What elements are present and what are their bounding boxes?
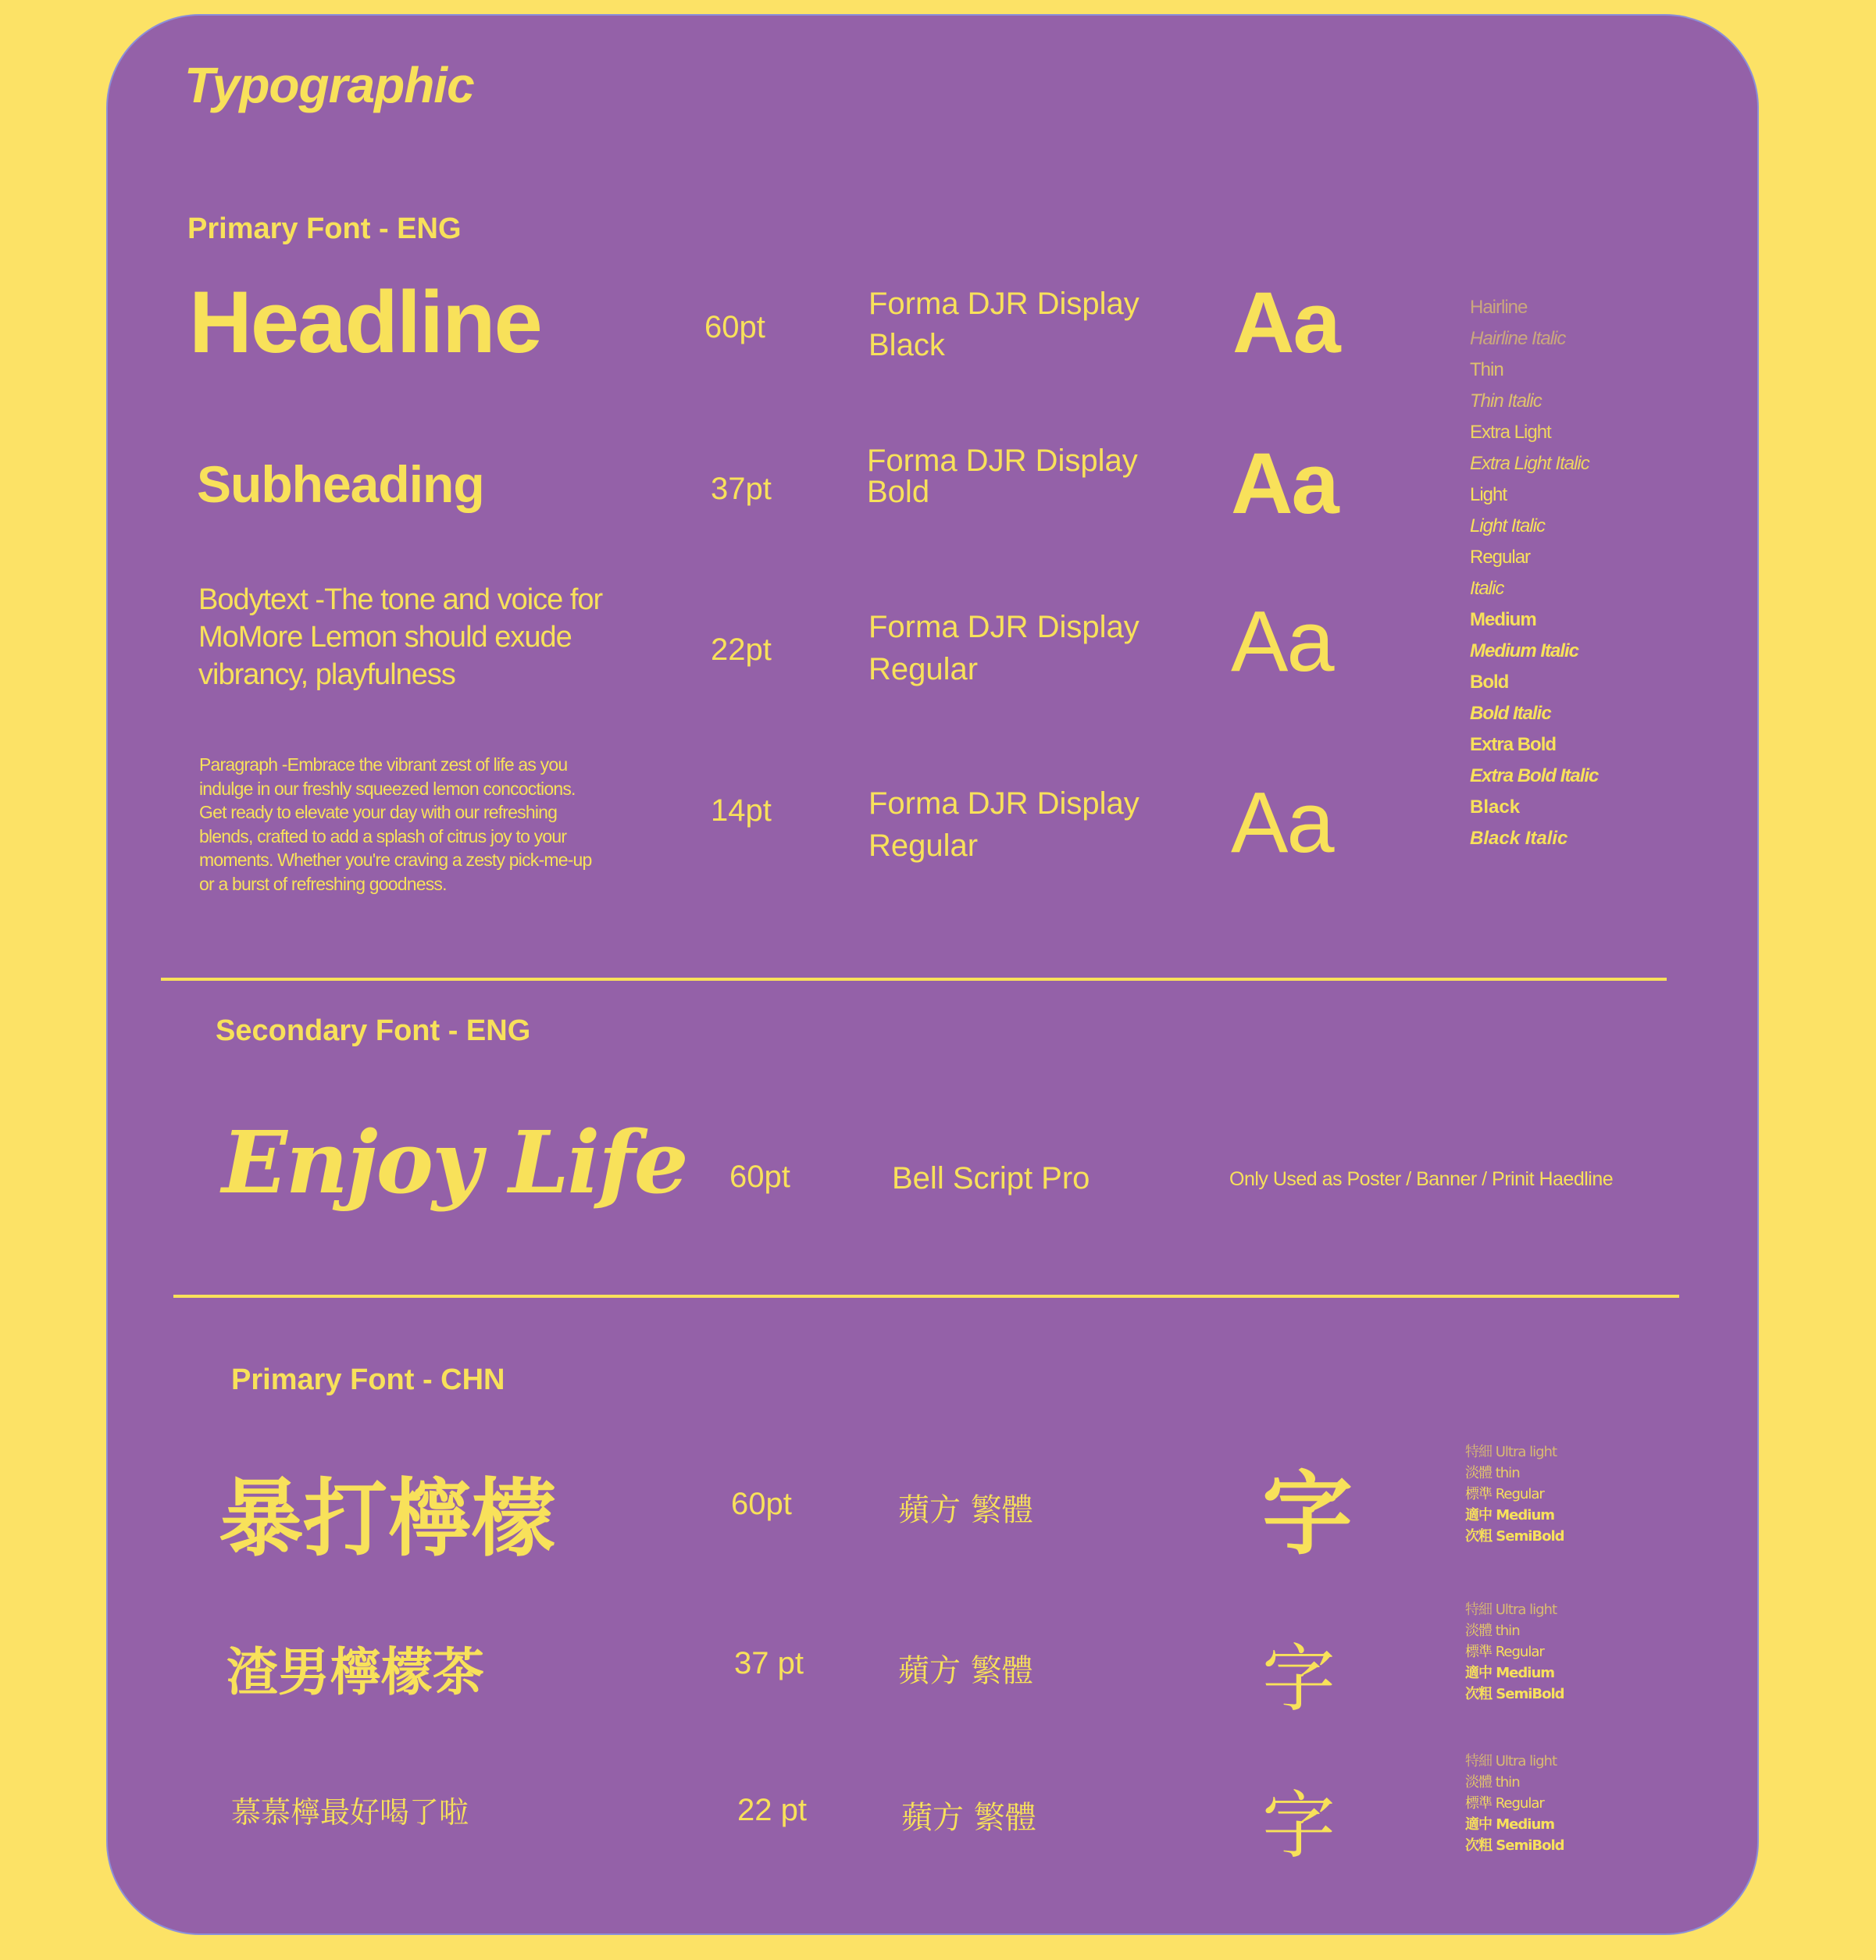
secondary-eng-label: Secondary Font - ENG — [216, 1014, 531, 1047]
chn-subheading-sample: 渣男檸檬茶 — [226, 1642, 484, 1702]
page-title: Typographic — [184, 57, 474, 113]
bodytext-line: MoMore Lemon should exude — [198, 621, 572, 654]
chn-weight-item: 適中 Medium — [1465, 1665, 1555, 1681]
subheading-font-weight: Bold — [867, 475, 930, 509]
weight-item: Extra Light Italic — [1470, 453, 1589, 474]
chn-weight-item: 淡體 thin — [1465, 1623, 1520, 1639]
bodytext-aa-sample: Aa — [1231, 593, 1333, 690]
chn-bodytext-font: 蘋方 繁體 — [901, 1800, 1036, 1836]
paragraph-line: Get ready to elevate your day with our refreshing — [199, 802, 558, 823]
weight-item: Black — [1470, 796, 1521, 818]
headline-aa-sample: Aa — [1232, 275, 1339, 371]
bodytext-font-weight: Regular — [868, 652, 979, 686]
primary-chn-label: Primary Font - CHN — [231, 1363, 505, 1396]
chn-weight-item: 特細 Ultra light — [1465, 1602, 1557, 1618]
chn-bodytext-size: 22 pt — [737, 1793, 807, 1827]
weight-item: Black Italic — [1470, 828, 1568, 849]
chn-weight-item: 適中 Medium — [1465, 1816, 1555, 1833]
chn-weights-list — [1465, 1751, 1564, 1856]
chn-weight-item: 次粗 SemiBold — [1465, 1528, 1564, 1545]
weight-item: Medium — [1470, 609, 1536, 630]
subheading-sample: Subheading — [197, 455, 484, 513]
paragraph-line: moments. Whether you're craving a zesty pick-me-up — [199, 850, 592, 871]
chn-weight-item: 淡體 thin — [1465, 1774, 1520, 1791]
weight-item: Medium Italic — [1470, 640, 1579, 661]
weight-item: Extra Bold Italic — [1470, 765, 1599, 786]
section-divider — [161, 978, 1667, 981]
paragraph-aa-sample: Aa — [1231, 775, 1333, 871]
weight-item: Light Italic — [1470, 515, 1546, 536]
chn-weight-item: 特細 Ultra light — [1465, 1753, 1557, 1769]
chn-weights-list — [1465, 1441, 1564, 1547]
paragraph-line: Paragraph -Embrace the vibrant zest of life as you — [199, 754, 568, 775]
chn-weight-item: 適中 Medium — [1465, 1507, 1555, 1523]
chn-headline-sample: 暴打檸檬 — [219, 1470, 557, 1568]
chn-weight-item: 標準 Regular — [1465, 1644, 1544, 1660]
script-sample: Enjoy Life — [222, 1112, 687, 1213]
chn-bodytext-zi-sample: 字 — [1262, 1784, 1336, 1869]
chn-weight-item: 次粗 SemiBold — [1465, 1837, 1564, 1854]
bodytext-size: 22pt — [711, 633, 772, 667]
paragraph-font-name: Forma DJR Display — [868, 786, 1140, 821]
chn-headline-font: 蘋方 繁體 — [898, 1492, 1033, 1528]
weight-item: Regular — [1470, 547, 1531, 568]
script-font-name: Bell Script Pro — [892, 1161, 1090, 1196]
weight-item: Italic — [1470, 578, 1504, 599]
weight-item: Hairline Italic — [1470, 328, 1566, 349]
section-divider — [173, 1295, 1679, 1298]
subheading-font-name: Forma DJR Display — [867, 444, 1138, 478]
headline-font-weight: Black — [868, 328, 945, 362]
primary-eng-label: Primary Font - ENG — [187, 212, 462, 245]
weights-list — [1470, 292, 1598, 854]
chn-headline-zi-sample: 字 — [1262, 1462, 1353, 1567]
headline-size: 60pt — [704, 310, 765, 344]
chn-subheading-size: 37 pt — [734, 1646, 804, 1680]
chn-bodytext-sample: 慕慕檸最好喝了啦 — [231, 1795, 469, 1830]
bodytext-sample — [198, 581, 602, 693]
weight-item: Thin Italic — [1470, 390, 1542, 412]
weight-item: Thin — [1470, 359, 1503, 380]
chn-weight-item: 標準 Regular — [1465, 1795, 1544, 1812]
bodytext-line: Bodytext -The tone and voice for — [198, 583, 603, 616]
bodytext-font-name: Forma DJR Display — [868, 610, 1140, 644]
paragraph-line: or a burst of refreshing goodness. — [199, 873, 447, 894]
bodytext-line: vibrancy, playfulness — [198, 658, 455, 691]
paragraph-font-weight: Regular — [868, 829, 979, 863]
subheading-size: 37pt — [711, 472, 772, 506]
weight-item: Bold Italic — [1470, 703, 1551, 724]
subheading-aa-sample: Aa — [1231, 436, 1338, 532]
chn-weight-item: 次粗 SemiBold — [1465, 1686, 1564, 1702]
paragraph-sample — [199, 753, 592, 896]
chn-subheading-zi-sample: 字 — [1262, 1637, 1336, 1722]
paragraph-line: blends, crafted to add a splash of citrus joy to your — [199, 825, 567, 846]
weight-item: Extra Light — [1470, 422, 1551, 443]
chn-weight-item: 標準 Regular — [1465, 1486, 1544, 1502]
chn-weight-item: 淡體 thin — [1465, 1465, 1520, 1481]
weight-item: Bold — [1470, 672, 1509, 693]
chn-headline-size: 60pt — [731, 1487, 792, 1521]
chn-weight-item: 特細 Ultra light — [1465, 1444, 1557, 1460]
script-usage-note: Only Used as Poster / Banner / Prinit Haedline — [1229, 1168, 1614, 1190]
weight-item: Extra Bold — [1470, 734, 1557, 755]
paragraph-line: indulge in our freshly squeezed lemon concoctions. — [199, 778, 576, 799]
paragraph-size: 14pt — [711, 793, 772, 828]
script-size: 60pt — [729, 1160, 790, 1194]
headline-sample: Headline — [189, 273, 541, 371]
chn-subheading-font: 蘋方 繁體 — [898, 1653, 1033, 1689]
weight-item: Hairline — [1470, 297, 1528, 318]
weight-item: Light — [1470, 484, 1507, 505]
headline-font-name: Forma DJR Display — [868, 287, 1140, 321]
chn-weights-list — [1465, 1599, 1564, 1705]
